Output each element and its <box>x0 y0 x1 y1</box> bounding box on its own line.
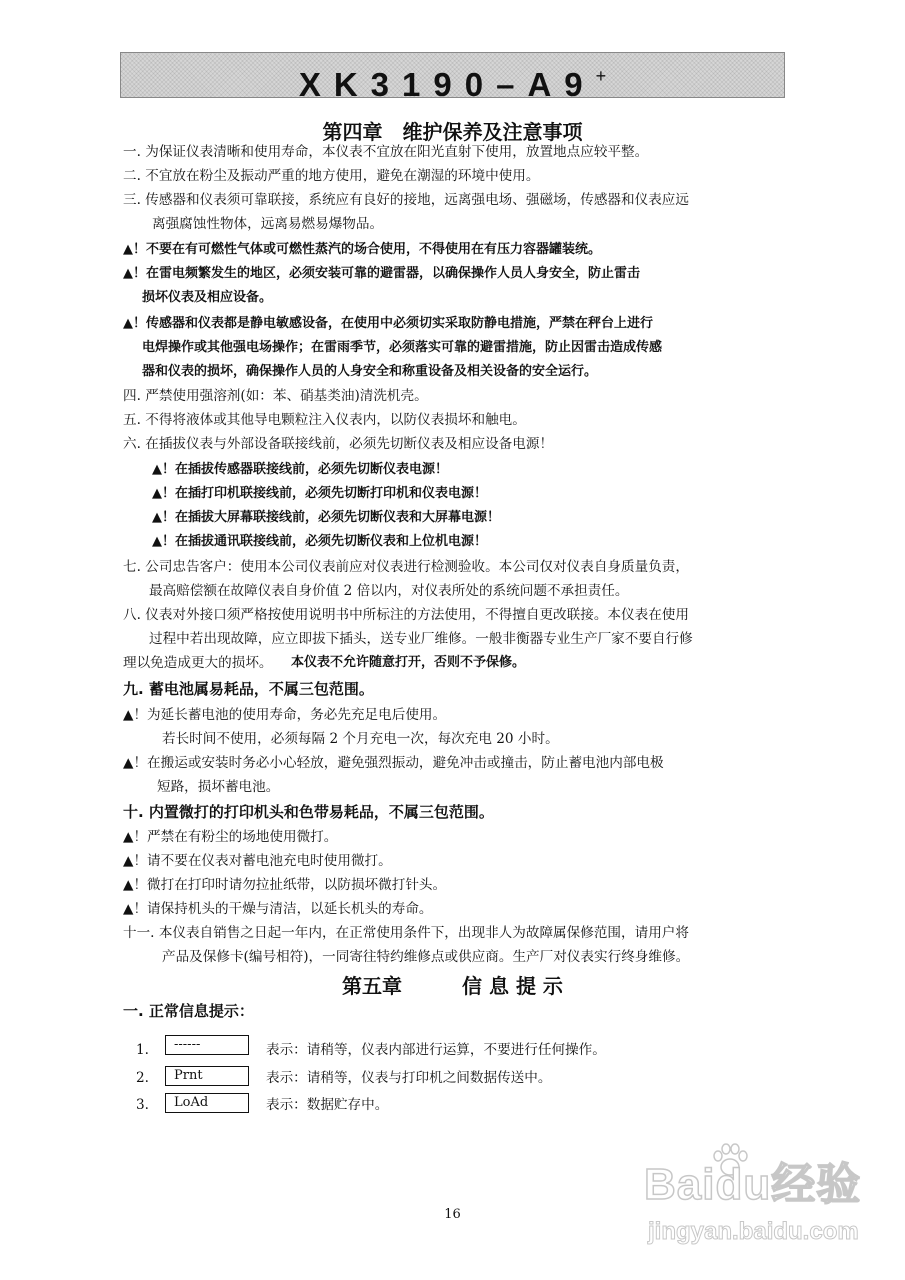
warning-line: 本仪表不允许随意打开，否则不予保修。 <box>291 655 526 670</box>
text-line: 过程中若出现故障，应立即拔下插头，送专业厂维修。一般非衡器专业生产厂家不要自行修 <box>149 631 693 647</box>
lcd-display-box: LoAd <box>165 1093 249 1113</box>
model-title: XK3190–A9+ <box>298 66 607 103</box>
text-line: 四. 严禁使用强溶剂(如：苯、硝基类油)清洗机壳。 <box>123 388 428 404</box>
text-line: 八. 仪表对外接口须严格按使用说明书中所标注的方法使用，不得擅自更改联接。本仪表在使用 <box>123 607 689 623</box>
text-line: ▲！为延长蓄电池的使用寿命，务必先充足电后使用。 <box>123 707 447 723</box>
warning-line: ▲！不要在有可燃性气体或可燃性蒸汽的场合使用，不得使用在有压力容器罐装统。 <box>123 242 601 257</box>
text-line: 短路，损坏蓄电池。 <box>157 779 280 795</box>
text-line: 五. 不得将液体或其他导电颗粒注入仪表内，以防仪表损坏和触电。 <box>123 412 526 428</box>
text-line: 若长时间不使用，必须每隔 2 个月充电一次，每次充电 20 小时。 <box>162 731 559 747</box>
message-text: 表示：数据贮存中。 <box>266 1097 389 1113</box>
message-number: 3. <box>136 1097 149 1113</box>
warning-line: 器和仪表的损坏，确保操作人员的人身安全和称重设备及相关设备的安全运行。 <box>142 364 598 379</box>
text-line: 产品及保修卡(编号相符)，一同寄往特约维修点或供应商。生产厂对仪表实行终身维修。 <box>162 949 690 965</box>
warning-line: ▲！在插拔传感器联接线前，必须先切断仪表电源！ <box>152 462 448 477</box>
warning-line: ▲！在插拔通讯联接线前，必须先切断仪表和上位机电源！ <box>152 534 487 549</box>
warning-line: 电焊操作或其他强电场操作；在雷雨季节，必须落实可靠的避雷措施，防止因雷击造成传感 <box>142 340 663 355</box>
message-number: 2. <box>136 1070 149 1086</box>
page-number: 16 <box>444 1207 461 1222</box>
text-line: 最高赔偿额在故障仪表自身价值 2 倍以内，对仪表所处的系统问题不承担责任。 <box>149 583 629 599</box>
text-line: ▲！在搬运或安装时务必小心轻放，避免强烈振动，避免冲击或撞击，防止蓄电池内部电极 <box>123 755 664 771</box>
header-band <box>120 52 785 103</box>
text-line: 三. 传感器和仪表须可靠联接，系统应有良好的接地，远离强电场、强磁场，传感器和仪表应远 <box>123 192 689 208</box>
message-text: 表示：请稍等，仪表与打印机之间数据传送中。 <box>266 1070 552 1086</box>
text-line: ▲！请不要在仪表对蓄电池充电时使用微打。 <box>123 853 392 869</box>
lcd-display-box: Prnt <box>165 1066 249 1086</box>
message-text: 表示：请稍等，仪表内部进行运算，不要进行任何操作。 <box>266 1042 606 1058</box>
watermark-logo: Baidu经验 <box>644 1160 862 1209</box>
section-heading: 十. 内置微打的打印机头和色带易耗品，不属三包范围。 <box>123 803 494 821</box>
text-line: 理以免造成更大的损坏。 <box>123 655 273 671</box>
section-heading: 九. 蓄电池属易耗品，不属三包范围。 <box>123 680 374 698</box>
normal-message-heading: 一. 正常信息提示： <box>123 1002 254 1020</box>
text-line: 二. 不宜放在粉尘及振动严重的地方使用，避免在潮湿的环境中使用。 <box>123 168 540 184</box>
warning-line: ▲！在雷电频繁发生的地区，必须安装可靠的避雷器，以确保操作人员人身安全，防止雷击 <box>123 266 640 281</box>
chapter4-title: 第四章 维护保养及注意事项 <box>322 120 583 144</box>
text-line: 六. 在插拔仪表与外部设备联接线前，必须先切断仪表及相应设备电源！ <box>123 436 554 452</box>
baidu-watermark <box>644 1148 884 1258</box>
text-line: 七. 公司忠告客户：使用本公司仪表前应对仪表进行检测验收。本公司仅对仪表自身质量负责， <box>123 559 689 575</box>
warning-line: ▲！传感器和仪表都是静电敏感设备，在使用中必须切实采取防静电措施，严禁在秤台上进行 <box>123 316 653 331</box>
message-number: 1. <box>136 1042 149 1058</box>
text-line: 一. 为保证仪表清晰和使用寿命，本仪表不宜放在阳光直射下使用，放置地点应较平整。 <box>123 144 649 160</box>
warning-line: ▲！在插拔大屏幕联接线前，必须先切断仪表和大屏幕电源！ <box>152 510 500 525</box>
text-line: 离强腐蚀性物体，远离易燃易爆物品。 <box>152 216 384 232</box>
warning-line: ▲！在插打印机联接线前，必须先切断打印机和仪表电源！ <box>152 486 487 501</box>
chapter5-title: 第五章 信 息 提 示 <box>342 974 563 998</box>
text-line: ▲！请保持机头的干燥与清洁，以延长机头的寿命。 <box>123 901 433 917</box>
text-line: ▲！严禁在有粉尘的场地使用微打。 <box>123 829 338 845</box>
warning-line: 损坏仪表及相应设备。 <box>142 290 273 305</box>
model-plus: + <box>595 66 607 86</box>
watermark-url: jingyan.baidu.com <box>648 1218 859 1245</box>
text-line: 十一. 本仪表自销售之日起一年内，在正常使用条件下，出现非人为故障属保修范围，请用户将 <box>123 925 689 941</box>
lcd-display-box: ------ <box>165 1035 249 1055</box>
text-line: ▲！微打在打印时请勿拉扯纸带，以防损坏微打针头。 <box>123 877 447 893</box>
